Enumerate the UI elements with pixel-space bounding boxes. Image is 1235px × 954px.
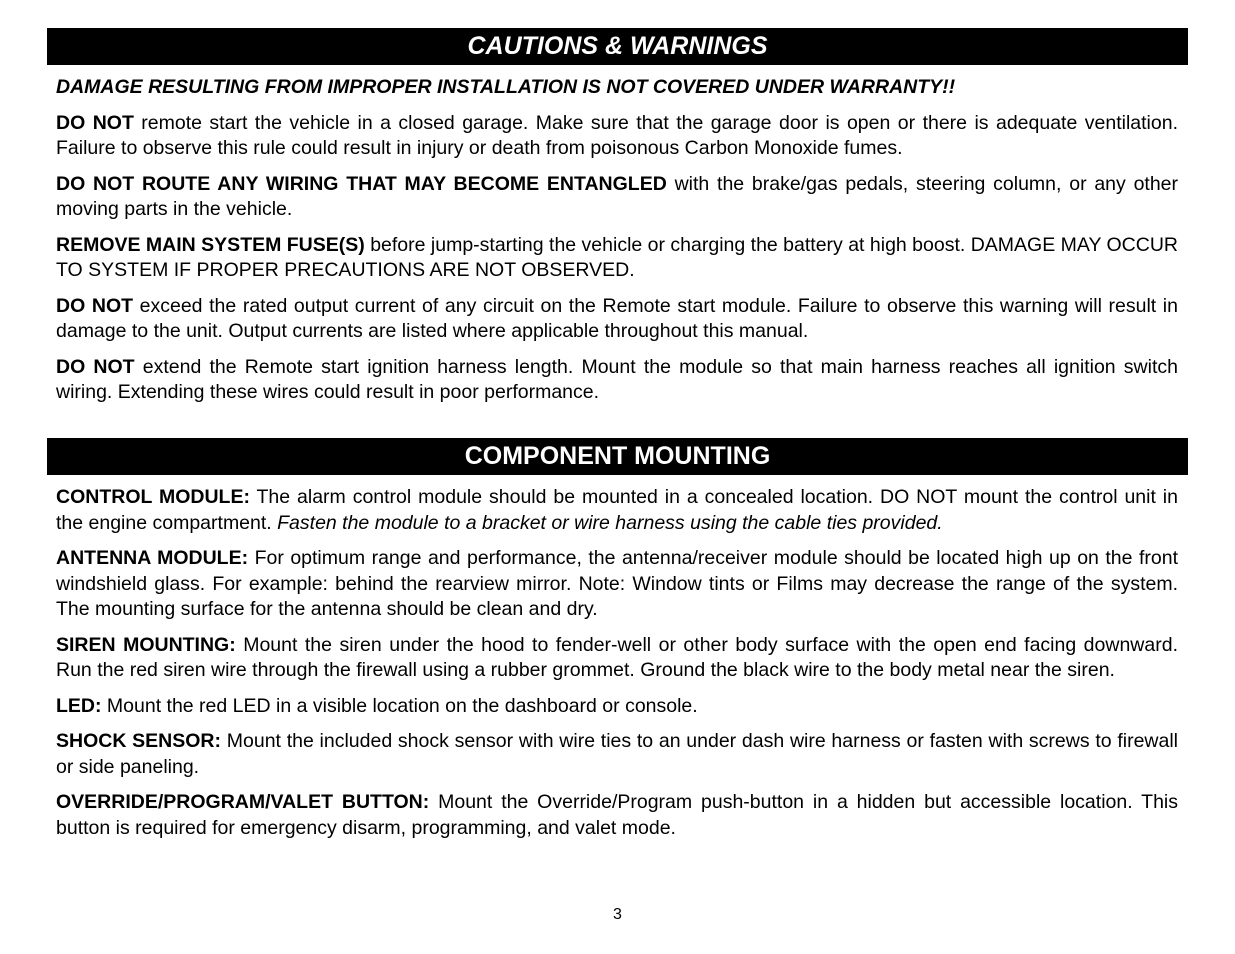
mounting-paragraph bbox=[56, 729, 1178, 780]
caution-text: before jump-starting the vehicle or charging the battery at high boost. DAMAGE MAY OCCUR TO SYSTEM IF PROPER PRECAUTIONS ARE NOT OBSERVED. bbox=[56, 233, 1179, 281]
mounting-paragraph bbox=[56, 633, 1178, 684]
caution-lead: DO NOT bbox=[56, 355, 135, 378]
mounting-text: The alarm control module should be mounted in a concealed location. DO NOT mount the control unit in the engine compartment. bbox=[56, 486, 1178, 534]
caution-text: remote start the vehicle in a closed garage. Make sure that the garage door is open or there is adequate ventilation. Failure to observe this rule could result in injury or death from poisonous Carbon Monoxide fumes. bbox=[56, 111, 1178, 159]
mounting-lead: LED: bbox=[56, 694, 102, 717]
caution-lead: DO NOT ROUTE ANY WIRING THAT MAY BECOME ENTANGLED bbox=[56, 172, 667, 195]
mounting-title: COMPONENT MOUNTING bbox=[464, 442, 771, 470]
caution-paragraph bbox=[56, 294, 1178, 345]
mounting-paragraph bbox=[56, 546, 1178, 623]
mounting-paragraph bbox=[56, 694, 1178, 720]
caution-paragraph bbox=[56, 111, 1178, 162]
caution-paragraph bbox=[56, 355, 1178, 406]
mounting-section bbox=[56, 485, 1178, 851]
mounting-lead: ANTENNA MODULE: bbox=[56, 547, 249, 569]
caution-lead: REMOVE MAIN SYSTEM FUSE(S) bbox=[56, 233, 365, 256]
warranty-notice: DAMAGE RESULTING FROM IMPROPER INSTALLATION IS NOT COVERED UNDER WARRANTY!! bbox=[56, 76, 956, 98]
mounting-italic-note: Fasten the module to a bracket or wire harness using the cable ties provided. bbox=[277, 511, 943, 534]
mounting-header bbox=[47, 438, 1188, 475]
caution-text: with the brake/gas pedals, steering column, or any other moving parts in the vehicle. bbox=[56, 172, 1179, 220]
mounting-text: Mount the red LED in a visible location on the dashboard or console. bbox=[101, 694, 698, 717]
caution-text: exceed the rated output current of any circuit on the Remote start module. Failure to observe this warning will result in damage to the unit. Output currents are listed where applicable throughout this manual. bbox=[56, 294, 1178, 342]
mounting-text: Mount the Override/Program push-button in a hidden but accessible location. This button is required for emergency disarm, programming, and valet mode. bbox=[56, 791, 1178, 839]
cautions-section bbox=[56, 75, 1178, 416]
caution-lead: DO NOT bbox=[56, 294, 134, 317]
cautions-title: CAUTIONS & WARNINGS bbox=[467, 32, 768, 60]
caution-lead: DO NOT bbox=[56, 111, 134, 134]
mounting-paragraph bbox=[56, 485, 1178, 536]
mounting-lead: SHOCK SENSOR: bbox=[56, 730, 222, 752]
mounting-text: Mount the siren under the hood to fender-well or other body surface with the open end facing downward. Run the red siren wire through the firewall using a rubber grommet. Ground the black wire to the body metal near the siren. bbox=[56, 633, 1178, 681]
mounting-text: Mount the included shock sensor with wire ties to an under dash wire harness or fasten with screws to firewall or side paneling. bbox=[56, 730, 1179, 778]
caution-paragraph bbox=[56, 172, 1178, 223]
mounting-lead: SIREN MOUNTING: bbox=[56, 633, 236, 656]
page-number: 3 bbox=[613, 906, 622, 923]
mounting-lead: CONTROL MODULE: bbox=[56, 486, 250, 508]
caution-paragraph bbox=[56, 233, 1178, 284]
cautions-header bbox=[47, 28, 1188, 65]
caution-text: extend the Remote start ignition harness length. Mount the module so that main harness reaches all ignition switch wiring. Extending these wires could result in poor performance. bbox=[56, 355, 1178, 403]
mounting-text: For optimum range and performance, the antenna/receiver module should be located high up on the front windshield glass. For example: behind the rearview mirror. Note: Window tints or Films may decrease the range of the system. The mounting surface for the antenna should be clean and dry. bbox=[56, 547, 1178, 620]
mounting-paragraph bbox=[56, 790, 1178, 841]
mounting-lead: OVERRIDE/PROGRAM/VALET BUTTON: bbox=[56, 791, 430, 813]
